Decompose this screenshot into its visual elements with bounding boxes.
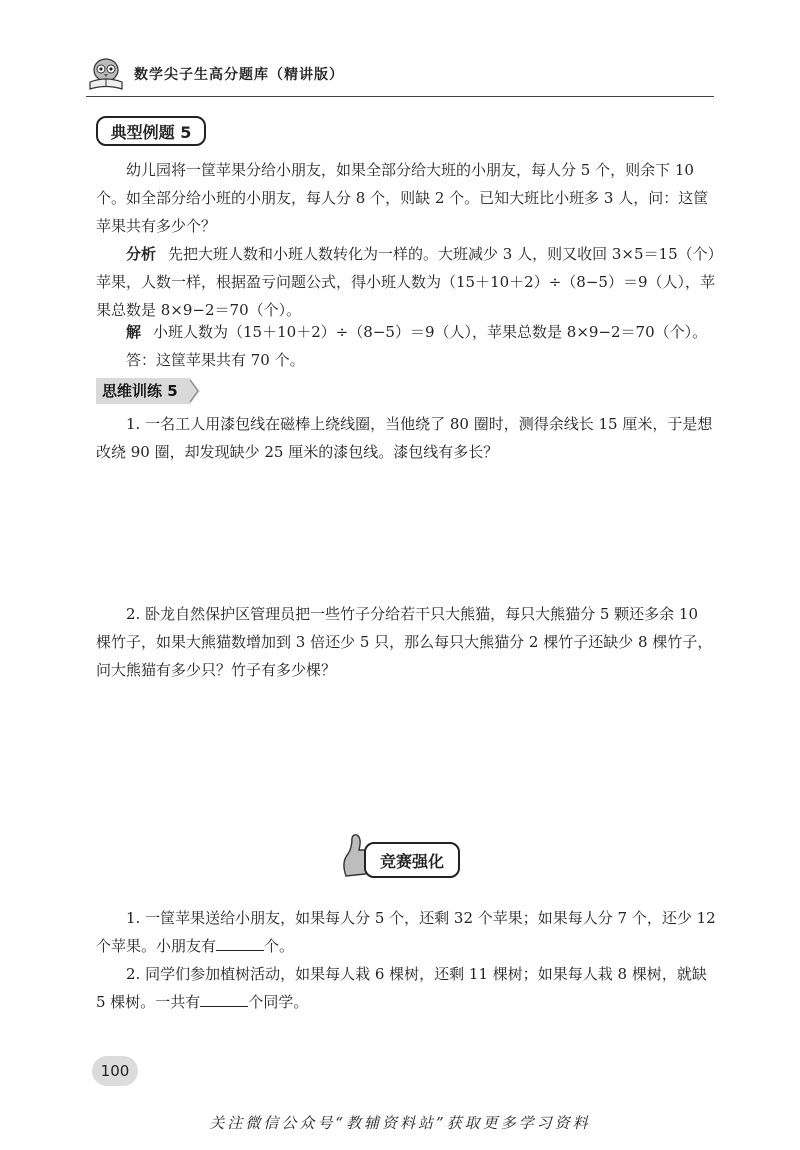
comp-q2-tail: 个同学。	[248, 993, 309, 1011]
header-divider	[86, 96, 714, 97]
example-problem: 幼儿园将一筐苹果分给小朋友，如果全部分给大班的小朋友，每人分 5 个，则余下 10 个。如全部分给小班的小朋友，每人分 8 个，则缺 2 个。已知大班比小班多 3 人，问：这筐苹果共有多少个？	[96, 161, 709, 235]
answer-blank[interactable]	[200, 990, 248, 1007]
competition-question-1	[96, 904, 716, 960]
page-number: 100	[92, 1056, 138, 1086]
footer-note: 关注微信公众号“教辅资料站”获取更多学习资料	[209, 1114, 591, 1132]
training-question-1: 1. 一名工人用漆包线在磁棒上绕线圈，当他绕了 80 圈时，测得余线长 15 厘米，于是想改绕 90 圈，却发现缺少 25 厘米的漆包线。漆包线有多长？	[96, 415, 713, 461]
example-solution	[96, 318, 716, 346]
competition-heading-label: 竞赛强化	[364, 842, 460, 878]
solution-text: 小班人数为（15＋10＋2）÷（8−5）＝9（人），苹果总数是 8×9−2＝70（个）。	[153, 323, 708, 341]
training-heading	[96, 378, 208, 404]
comp-q2-text: 2. 同学们参加植树活动，如果每人栽 6 棵树，还剩 11 棵树；如果每人栽 8 棵树，就缺 5 棵树。一共有	[96, 965, 707, 1011]
arrow-tag-icon	[184, 378, 202, 404]
book-title: 数学尖子生高分题库（精讲版）	[134, 67, 344, 83]
analysis-label: 分析	[126, 245, 157, 263]
example-heading: 典型例题 5	[96, 116, 206, 146]
solution-label: 解	[126, 323, 142, 341]
owl-reading-icon	[86, 56, 126, 92]
comp-q1-tail: 个。	[264, 937, 295, 955]
training-question-2: 2. 卧龙自然保护区管理员把一些竹子分给若干只大熊猫，每只大熊猫分 5 颗还多余 10 棵竹子，如果大熊猫数增加到 3 倍还少 5 只，那么每只大熊猫分 2 棵竹子还缺少 8 棵竹子，问大熊猫有多少只？竹子有多少棵？	[96, 605, 713, 679]
comp-q1-text: 1. 一筐苹果送给小朋友，如果每人分 5 个，还剩 32 个苹果；如果每人分 7 个，还少 12 个苹果。小朋友有	[96, 909, 716, 955]
example-analysis	[96, 240, 716, 324]
example-answer: 答：这筐苹果共有 70 个。	[126, 351, 305, 369]
competition-question-2	[96, 960, 716, 1016]
running-header	[86, 56, 344, 92]
analysis-text: 先把大班人数和小班人数转化为一样的。大班减少 3 人，则又收回 3×5＝15（个）苹果，人数一样，根据盈亏问题公式，得小班人数为（15＋10＋2）÷（8−5）＝9（人），苹果总数是 8×9−2＝70（个）。	[96, 245, 716, 319]
training-heading-label: 思维训练 5	[96, 378, 184, 404]
competition-heading	[338, 832, 462, 884]
answer-blank[interactable]	[216, 934, 264, 951]
